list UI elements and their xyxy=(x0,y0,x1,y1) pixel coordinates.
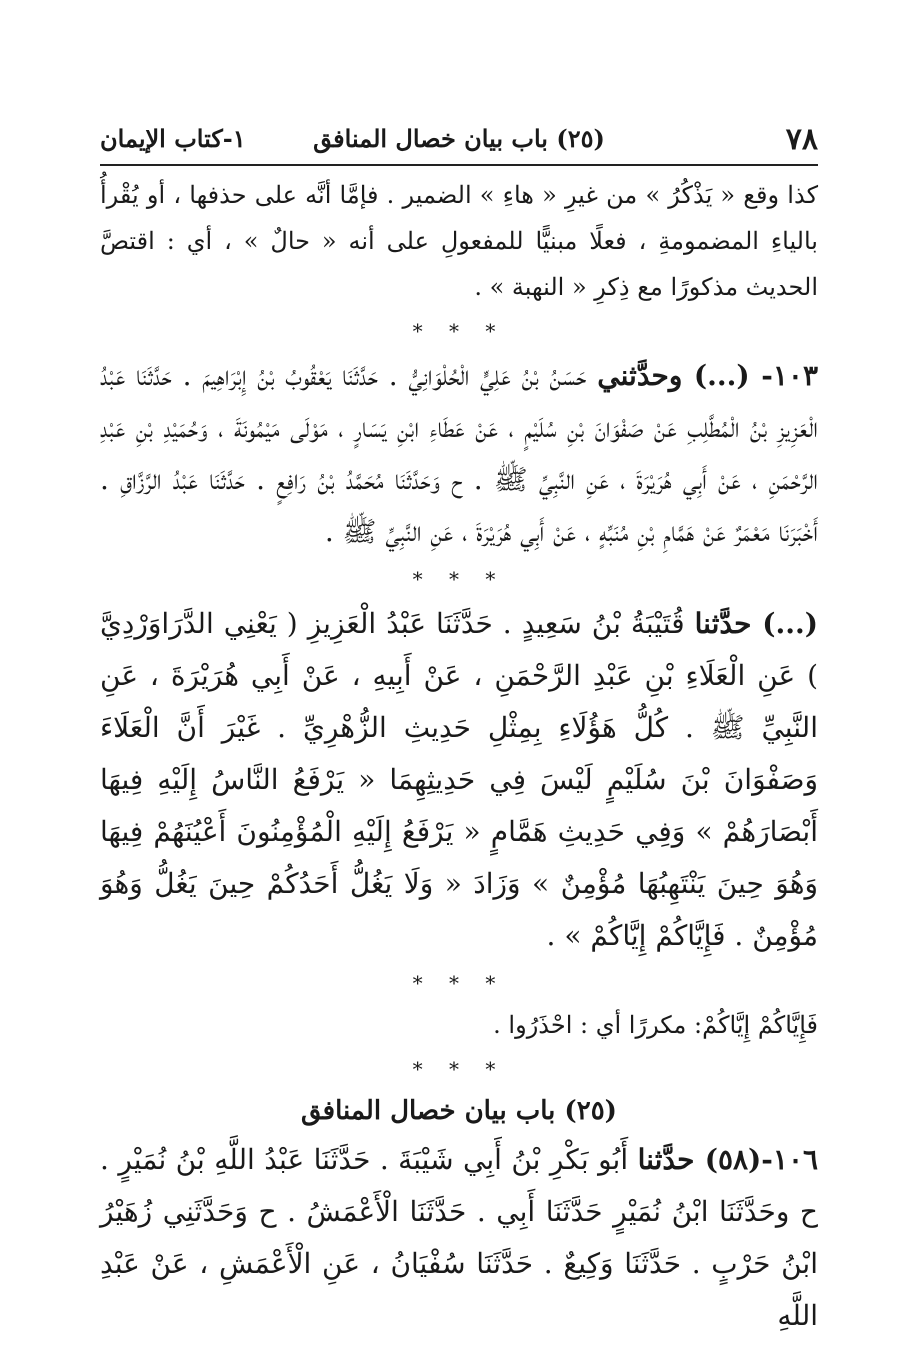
hadith-second-chain xyxy=(100,598,818,962)
section-separator-2: * * * xyxy=(412,567,506,591)
section-separator-3: * * * xyxy=(412,971,506,995)
commentary-note-2: فَإِيَّاكُمْ إِيَّاكُمْ: مكررًا أي : احْذَرُوا . xyxy=(493,1011,818,1039)
section-separator-1: * * * xyxy=(412,319,506,343)
running-book-title: ١-كتاب الإيمان xyxy=(100,124,246,153)
hadith-second-chain-text: قُتَيْبَةُ بْنُ سَعِيدٍ . حَدَّثَنَا عَبْدُ الْعَزِيزِ ( يَعْنِي الدَّرَاوَرْدِيَّ ) عَنِ الْعَلَاءِ بْنِ عَبْدِ الرَّحْمَنِ ، عَنْ أَبِيهِ ، عَنْ أَبِي هُرَيْرَةَ ، عَنِ النَّبِيِّ ﷺ . كُلُّ هَؤُلَاءِ بِمِثْلِ حَدِيثِ الزُّهْرِيِّ . غَيْرَ أَنَّ الْعَلَاءَ وَصَفْوَانَ بْنَ سُلَيْمٍ لَيْسَ فِي حَدِيثِهِمَا « يَرْفَعُ النَّاسُ إِلَيْهِ فِيهَا أَبْصَارَهُمْ » وَفِي حَدِيثِ هَمَّامٍ « يَرْفَعُ إِلَيْهِ الْمُؤْمِنُونَ أَعْيُنَهُمْ فِيهَا وَهُوَ حِينَ يَنْتَهِبُهَا مُؤْمِنٌ » وَزَادَ « وَلَا يَغُلُّ أَحَدُكُمْ حِينَ يَغُلُّ وَهُوَ مُؤْمِنٌ . فَإِيَّاكُمْ إِيَّاكُمْ » . xyxy=(100,607,818,952)
running-header xyxy=(100,118,818,164)
hadith-103 xyxy=(100,350,818,558)
page-number: ٧٨ xyxy=(785,122,818,157)
commentary-note-1: كذا وقع « يَذْكُرُ » من غيرِ « هاءِ » الضمير . فإمَّا أنَّه على حذفها ، أو يُقْرأُ بالياءِ المضمومةِ ، فعلًا مبنيًّا للمفعولِ على أنه « حالٌ » ، أي : اقتصَّ الحديث مذكورًا مع ذِكرِ « النهبة » . xyxy=(100,181,818,301)
hadith-106-number: ١٠٦-(٥٨) حدَّثنا xyxy=(637,1143,819,1176)
chapter-title: (٢٥) باب بيان خصال المنافق xyxy=(301,1096,617,1126)
hadith-second-chain-number: (...) حدَّثنا xyxy=(694,607,818,640)
running-chapter-title: (٢٥) باب بيان خصال المنافق xyxy=(313,124,605,153)
hadith-106-text: أَبُو بَكْرِ بْنُ أَبِي شَيْبَةَ . حَدَّثَنَا عَبْدُ اللَّهِ بْنُ نُمَيْرٍ . ح وحَدَّثَنَا ابْنُ نُمَيْرٍ حَدَّثَنَا أَبِي . حَدَّثَنَا الْأَعْمَشُ . ح وَحَدَّثَنِي زُهَيْرُ ابْنُ حَرْبٍ . حَدَّثَنَا وَكِيعٌ . حَدَّثَنَا سُفْيَانُ ، عَنِ الْأَعْمَشِ ، عَنْ عَبْدِ اللَّهِ xyxy=(100,1143,818,1332)
hadith-103-text: حَسَنُ بْنُ عَلِيٍّ الْحُلْوَانِيُّ . حَدَّثَنَا يَعْقُوبُ بْنُ إِبْرَاهِيمَ . حَدَّثَنَا عَبْدُ الْعَزِيزِ بْنُ الْمُطَّلِبِ عَنْ صَفْوَانَ بْنِ سُلَيْمٍ ، عَنْ عَطَاءِ ابْنِ يَسَارٍ ، مَوْلَى مَيْمُونَةَ ، وَحُمَيْدِ بْنِ عَبْدِ الرَّحْمَنِ ، عَنْ أَبِي هُرَيْرَةَ ، عَنِ النَّبِيِّ ﷺ . ح وَحَدَّثَنَا مُحَمَّدُ بْنُ رَافِعٍ . حَدَّثَنَا عَبْدُ الرَّزَّاقِ . أَخْبَرَنَا مَعْمَرٌ عَنْ هَمَّامِ بْنِ مُنَبِّهٍ ، عَنْ أَبِي هُرَيْرَةَ ، عَنِ النَّبِيِّ ﷺ . xyxy=(100,359,818,548)
hadith-103-number: ١٠٣- (...) وحدَّثني xyxy=(597,359,818,392)
header-rule xyxy=(100,164,818,166)
hadith-106 xyxy=(100,1134,818,1342)
page-body xyxy=(100,172,818,1342)
section-separator-4: * * * xyxy=(412,1057,506,1081)
